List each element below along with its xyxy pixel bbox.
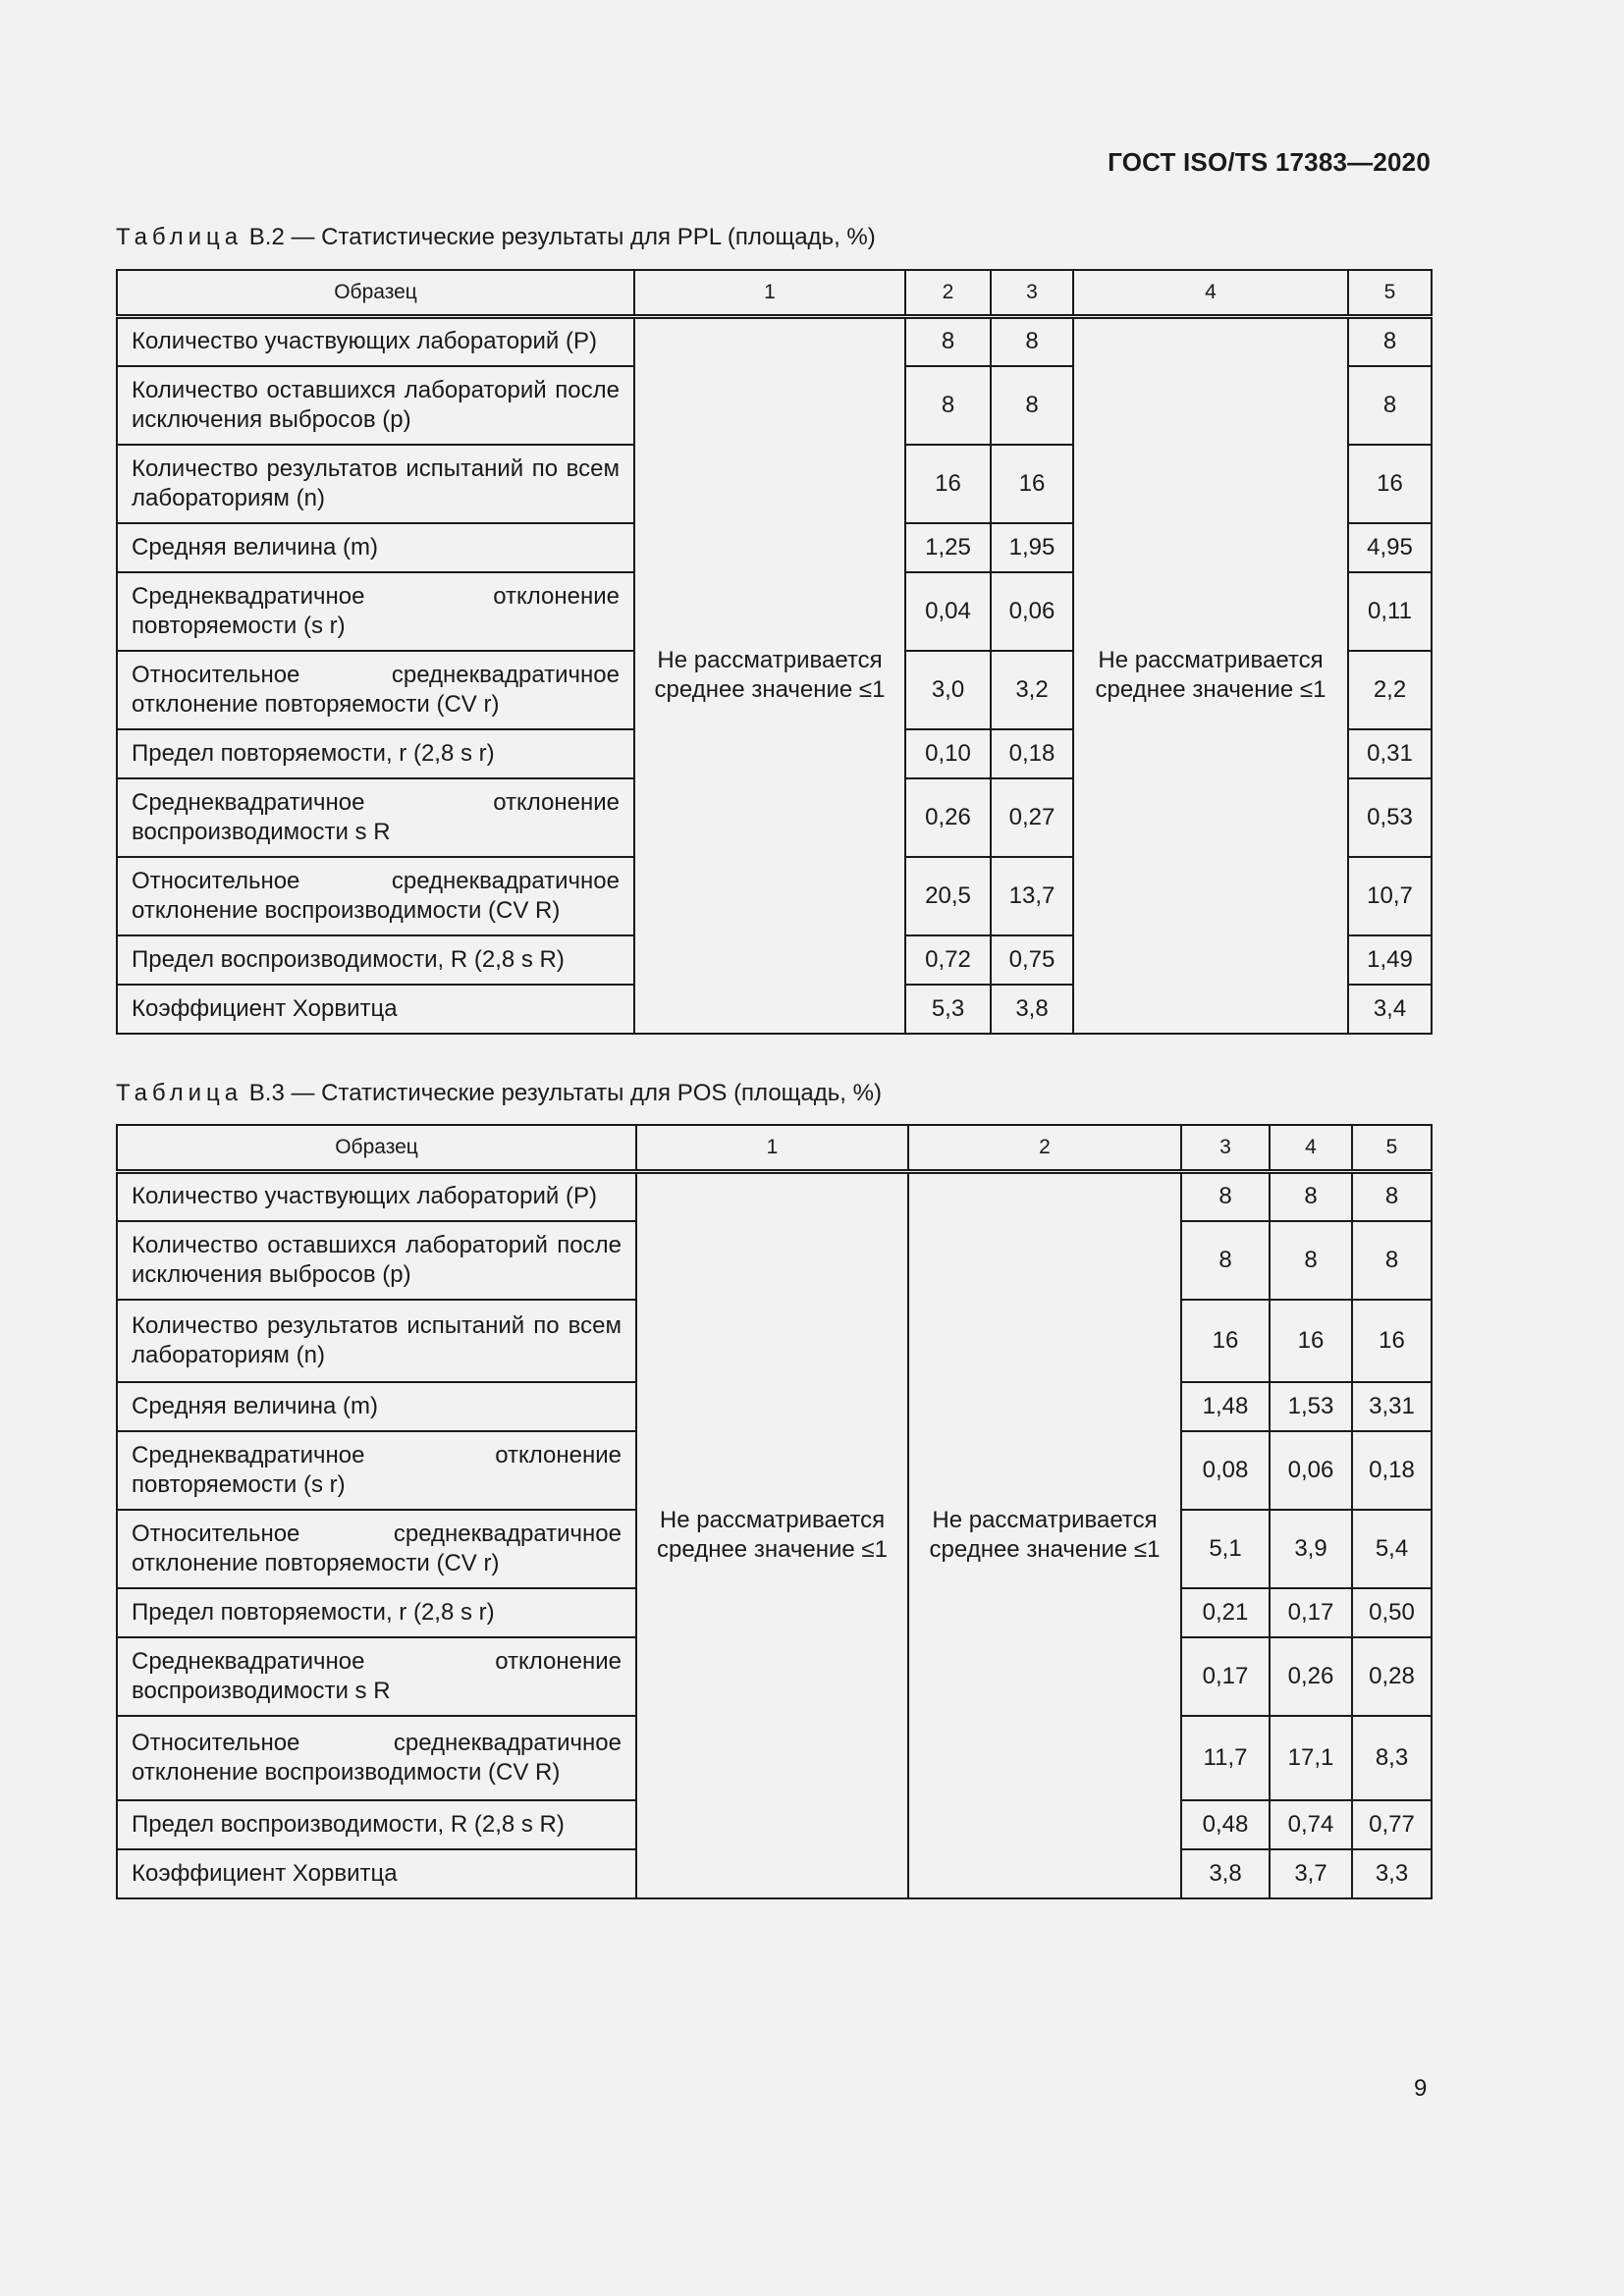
row-label: Среднеквадратичное отклонение воспроизводимости s R [117,778,634,857]
column-header-3: 3 [1181,1125,1270,1172]
cell-value: 8 [905,366,991,445]
cell-value: 3,8 [1181,1849,1270,1898]
table-b2 [116,269,1433,1035]
cell-value: 8 [991,317,1073,366]
cell-value: 0,18 [991,729,1073,778]
column-header-2: 2 [908,1125,1181,1172]
cell-value: 16 [1270,1300,1352,1382]
cell-value: 1,25 [905,523,991,572]
row-label: Предел повторяемости, r (2,8 s r) [117,1588,636,1637]
column-header-2: 2 [905,270,991,317]
table-row [117,1172,1432,1221]
table-b3-caption-word: Таблица [116,1080,244,1106]
cell-value: 3,3 [1352,1849,1432,1898]
table-b2-caption-text: В.2 — Статистические результаты для PPL (площадь, %) [243,224,876,250]
cell-value: 3,8 [991,985,1073,1034]
cell-value: 8 [991,366,1073,445]
cell-value: 16 [1348,445,1432,523]
cell-value: 17,1 [1270,1716,1352,1800]
cell-value: 0,17 [1181,1637,1270,1716]
table-b3-caption-text: В.3 — Статистические результаты для POS (площадь, %) [243,1080,882,1106]
cell-value: 1,49 [1348,935,1432,985]
cell-value: 8 [905,317,991,366]
row-label: Относительное среднеквадратичное отклонение воспроизводимости (CV R) [117,857,634,935]
cell-value: 0,77 [1352,1800,1432,1849]
cell-value: 20,5 [905,857,991,935]
cell-value: 8 [1181,1221,1270,1300]
merged-note-sample-1: Не рассматривается среднее значение ≤1 [634,317,905,1034]
cell-value: 0,48 [1181,1800,1270,1849]
cell-value: 4,95 [1348,523,1432,572]
row-label: Коэффициент Хорвитца [117,985,634,1034]
cell-value: 1,53 [1270,1382,1352,1431]
cell-value: 0,53 [1348,778,1432,857]
cell-value: 5,4 [1352,1510,1432,1588]
cell-value: 8 [1352,1172,1432,1221]
table-b3-caption [116,1080,882,1107]
cell-value: 1,95 [991,523,1073,572]
cell-value: 16 [991,445,1073,523]
row-label: Относительное среднеквадратичное отклонение воспроизводимости (CV R) [117,1716,636,1800]
column-header-5: 5 [1348,270,1432,317]
row-label: Количество оставшихся лабораторий после исключения выбросов (p) [117,366,634,445]
row-label: Предел повторяемости, r (2,8 s r) [117,729,634,778]
cell-value: 8 [1181,1172,1270,1221]
cell-value: 5,1 [1181,1510,1270,1588]
row-label: Предел воспроизводимости, R (2,8 s R) [117,1800,636,1849]
cell-value: 8 [1270,1172,1352,1221]
cell-value: 3,7 [1270,1849,1352,1898]
row-label: Предел воспроизводимости, R (2,8 s R) [117,935,634,985]
cell-value: 0,17 [1270,1588,1352,1637]
row-label: Относительное среднеквадратичное отклонение повторяемости (CV r) [117,1510,636,1588]
cell-value: 11,7 [1181,1716,1270,1800]
cell-value: 2,2 [1348,651,1432,729]
cell-value: 0,74 [1270,1800,1352,1849]
column-header-3: 3 [991,270,1073,317]
table-row [117,317,1432,366]
cell-value: 3,9 [1270,1510,1352,1588]
row-label: Коэффициент Хорвитца [117,1849,636,1898]
cell-value: 0,75 [991,935,1073,985]
cell-value: 0,04 [905,572,991,651]
column-header-5: 5 [1352,1125,1432,1172]
cell-value: 13,7 [991,857,1073,935]
column-header-sample: Образец [117,1125,636,1172]
column-header-4: 4 [1270,1125,1352,1172]
cell-value: 3,4 [1348,985,1432,1034]
cell-value: 16 [905,445,991,523]
table-b2-caption [116,224,876,251]
table-b3 [116,1124,1433,1899]
cell-value: 0,08 [1181,1431,1270,1510]
cell-value: 0,72 [905,935,991,985]
table-header-row [117,270,1432,317]
cell-value: 0,27 [991,778,1073,857]
row-label: Средняя величина (m) [117,523,634,572]
cell-value: 5,3 [905,985,991,1034]
row-label: Количество участвующих лабораторий (P) [117,1172,636,1221]
cell-value: 0,18 [1352,1431,1432,1510]
cell-value: 3,31 [1352,1382,1432,1431]
table-b2-caption-word: Таблица [116,224,244,250]
cell-value: 16 [1352,1300,1432,1382]
row-label: Количество оставшихся лабораторий после исключения выбросов (p) [117,1221,636,1300]
cell-value: 8 [1352,1221,1432,1300]
row-label: Среднеквадратичное отклонение повторяемости (s r) [117,572,634,651]
cell-value: 8 [1270,1221,1352,1300]
cell-value: 1,48 [1181,1382,1270,1431]
table-header-row [117,1125,1432,1172]
cell-value: 0,26 [905,778,991,857]
cell-value: 0,06 [991,572,1073,651]
cell-value: 10,7 [1348,857,1432,935]
cell-value: 0,31 [1348,729,1432,778]
cell-value: 0,50 [1352,1588,1432,1637]
row-label: Среднеквадратичное отклонение воспроизводимости s R [117,1637,636,1716]
cell-value: 8 [1348,366,1432,445]
cell-value: 3,0 [905,651,991,729]
row-label: Средняя величина (m) [117,1382,636,1431]
row-label: Среднеквадратичное отклонение повторяемости (s r) [117,1431,636,1510]
cell-value: 8,3 [1352,1716,1432,1800]
column-header-1: 1 [634,270,905,317]
row-label: Количество результатов испытаний по всем лабораториям (n) [117,1300,636,1382]
cell-value: 0,10 [905,729,991,778]
cell-value: 0,06 [1270,1431,1352,1510]
column-header-1: 1 [636,1125,908,1172]
cell-value: 3,2 [991,651,1073,729]
cell-value: 0,11 [1348,572,1432,651]
cell-value: 0,26 [1270,1637,1352,1716]
merged-note-sample-4: Не рассматривается среднее значение ≤1 [1073,317,1348,1034]
cell-value: 8 [1348,317,1432,366]
row-label: Количество результатов испытаний по всем лабораториям (n) [117,445,634,523]
document-standard-header: ГОСТ ISO/TS 17383—2020 [1108,147,1431,177]
page-number: 9 [1414,2075,1428,2102]
column-header-sample: Образец [117,270,634,317]
cell-value: 0,28 [1352,1637,1432,1716]
merged-note-sample-1: Не рассматривается среднее значение ≤1 [636,1172,908,1898]
row-label: Количество участвующих лабораторий (P) [117,317,634,366]
cell-value: 0,21 [1181,1588,1270,1637]
merged-note-sample-2: Не рассматривается среднее значение ≤1 [908,1172,1181,1898]
row-label: Относительное среднеквадратичное отклонение повторяемости (CV r) [117,651,634,729]
column-header-4: 4 [1073,270,1348,317]
cell-value: 16 [1181,1300,1270,1382]
